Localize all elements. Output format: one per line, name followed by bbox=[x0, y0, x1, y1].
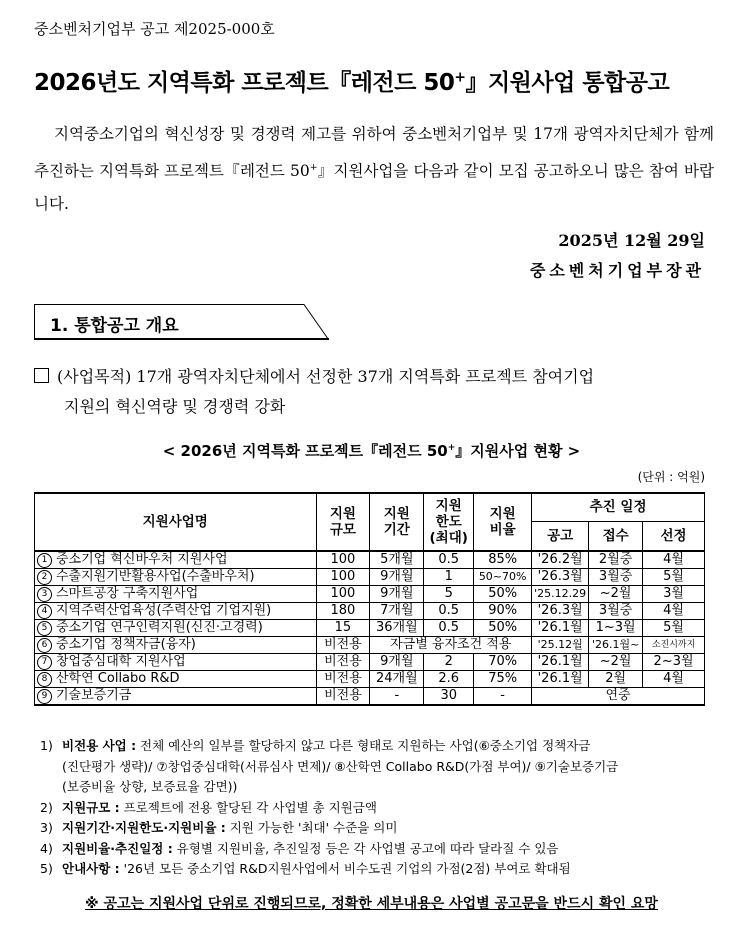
header-limit-line2: 한도 bbox=[435, 514, 462, 530]
header-ratio-line1: 지원 bbox=[489, 506, 516, 522]
cell-apply: ~2월 bbox=[589, 654, 643, 671]
program-name-text: 중소기업 연구인력지원(신진·고경력) bbox=[56, 620, 263, 635]
program-name-text: 창업중심대학 지원사업 bbox=[56, 654, 186, 669]
cell-notice: '25.12월 bbox=[532, 637, 589, 654]
program-name bbox=[35, 551, 317, 569]
header-limit-line1: 지원 bbox=[435, 498, 462, 514]
cell-schedule-merged: 연중 bbox=[532, 688, 705, 706]
footnote-label: 지원기간·지원한도·지원비율 : bbox=[62, 820, 226, 835]
final-notice: ※ 공고는 지원사업 단위로 진행되므로, 정확한 세부내용은 사업별 공고문을 반드시 확인 요망 bbox=[85, 896, 658, 912]
footnote-item bbox=[40, 859, 710, 880]
row-number: 5 bbox=[37, 621, 52, 636]
header-notice: 공고 bbox=[532, 521, 589, 551]
footnote-number: 1) bbox=[40, 738, 53, 753]
cell-scale: 100 bbox=[316, 586, 370, 603]
header-ratio-line2: 비율 bbox=[489, 522, 516, 538]
footnote-text: '26년 모든 중소기업 R&D지원사업에서 비수도권 기업의 가점(2점) 부여로 확대됨 bbox=[119, 861, 571, 876]
header-apply: 접수 bbox=[589, 521, 643, 551]
footnote-label: 지원규모 : bbox=[62, 799, 120, 815]
intro-paragraph bbox=[34, 118, 714, 221]
footnote-label: 지원비율·추진일정 : bbox=[62, 840, 173, 856]
cell-apply: 1~3월 bbox=[589, 620, 643, 637]
table-row bbox=[35, 569, 705, 586]
footnote-text: 유형별 지원비율, 추진일정 등은 각 사업별 공고에 따라 달라질 수 있음 bbox=[172, 840, 559, 856]
unit-label: (단위 : 억원) bbox=[637, 470, 705, 484]
section-header bbox=[34, 304, 329, 340]
cell-apply: '26.1월~ bbox=[589, 637, 643, 654]
cell-scale: 비전용 bbox=[316, 637, 370, 654]
cell-scale: 비전용 bbox=[316, 671, 370, 688]
row-number: 7 bbox=[37, 655, 52, 670]
footnote-text: 전체 예산의 일부를 할당하지 않고 다른 형태로 지원하는 사업(⑥중소기업 정책자금 bbox=[136, 738, 591, 753]
cell-merged-condition: 자금별 융자조건 적용 bbox=[370, 637, 532, 654]
cell-scale: 100 bbox=[316, 551, 370, 569]
cell-period: 5개월 bbox=[370, 551, 424, 569]
program-name-text: 중소기업 혁신바우처 지원사업 bbox=[56, 552, 228, 567]
title-superscript: + bbox=[454, 69, 466, 86]
cell-notice: '26.1월 bbox=[532, 671, 589, 688]
cell-select: 2~3월 bbox=[643, 654, 705, 671]
cell-scale: 15 bbox=[316, 620, 370, 637]
footnote-label: 비전용 사업 : bbox=[62, 738, 137, 753]
cell-period: 9개월 bbox=[370, 569, 424, 586]
title-main: 2026년도 지역특화 프로젝트『레전드 50 bbox=[34, 70, 455, 96]
header-ratio bbox=[474, 493, 532, 551]
announcement-date: 2025년 12월 29일 bbox=[558, 231, 705, 250]
caption-text-end: 』지원사업 현황 > bbox=[455, 442, 581, 460]
program-name-text: 수출지원기반활용사업(수출바우처) bbox=[56, 569, 255, 584]
table-row bbox=[35, 654, 705, 671]
table-caption bbox=[0, 440, 743, 461]
program-name bbox=[35, 586, 317, 603]
cell-apply: ~2월 bbox=[589, 586, 643, 603]
intro-superscript: + bbox=[309, 162, 318, 173]
cell-scale: 180 bbox=[316, 603, 370, 620]
page-title bbox=[34, 64, 669, 97]
row-number: 3 bbox=[37, 587, 52, 602]
program-name bbox=[35, 671, 317, 688]
header-period bbox=[370, 493, 424, 551]
cell-ratio: 50% bbox=[474, 620, 532, 637]
footnotes bbox=[40, 736, 710, 880]
cell-apply: 3월중 bbox=[589, 569, 643, 586]
program-name-text: 기술보증기금 bbox=[56, 688, 132, 703]
cell-notice: '26.3월 bbox=[532, 603, 589, 620]
purpose-text-line2: 지원의 혁신역량 및 경쟁력 강화 bbox=[64, 397, 286, 416]
program-name bbox=[35, 620, 317, 637]
cell-select: 4월 bbox=[643, 671, 705, 688]
cell-ratio: 85% bbox=[474, 551, 532, 569]
header-scale-line2: 규모 bbox=[329, 522, 356, 538]
footnote-continuation: (보증비율 상향, 보증료율 감면)) bbox=[62, 779, 238, 794]
table-row bbox=[35, 620, 705, 637]
cell-period: 36개월 bbox=[370, 620, 424, 637]
project-purpose bbox=[34, 362, 714, 422]
header-scale bbox=[316, 493, 370, 551]
footnote-number: 3) bbox=[40, 820, 53, 835]
cell-notice: '26.1월 bbox=[532, 620, 589, 637]
cell-period: 24개월 bbox=[370, 671, 424, 688]
row-number: 2 bbox=[37, 570, 52, 585]
header-limit-line3: (최대) bbox=[429, 530, 468, 546]
section-title: 1. 통합공고 개요 bbox=[50, 316, 179, 336]
table-row bbox=[35, 551, 705, 569]
table-row bbox=[35, 671, 705, 688]
program-name-text: 지역주력산업육성(주력산업 기업지원) bbox=[56, 603, 272, 618]
cell-period: 9개월 bbox=[370, 654, 424, 671]
issuing-agency: 중소벤처기업부장관 bbox=[529, 261, 705, 280]
program-name bbox=[35, 637, 317, 654]
footnote-item bbox=[40, 798, 710, 819]
cell-notice: '26.3월 bbox=[532, 569, 589, 586]
footnote-number: 5) bbox=[40, 861, 53, 876]
intro-text: 지역중소기업의 혁신성장 및 경쟁력 제고를 위하여 중소벤처기업부 및 17개 광역자치단체가 함께 추진하는 지역특화 프로젝트『레전드 50 bbox=[34, 125, 714, 181]
program-name-text: 스마트공장 구축지원사업 bbox=[56, 586, 199, 601]
footnote-label: 안내사항 : bbox=[62, 861, 120, 876]
cell-limit: 30 bbox=[424, 688, 474, 706]
cell-ratio: 70% bbox=[474, 654, 532, 671]
cell-notice: '26.1월 bbox=[532, 654, 589, 671]
program-name-text: 산학연 Collabo R&D bbox=[56, 671, 180, 686]
cell-limit: 0.5 bbox=[424, 620, 474, 637]
header-schedule: 추진 일정 bbox=[532, 493, 705, 521]
table-row bbox=[35, 603, 705, 620]
purpose-label: (사업목적) bbox=[57, 367, 132, 386]
cell-period: - bbox=[370, 688, 424, 706]
cell-limit: 2 bbox=[424, 654, 474, 671]
purpose-text: 17개 광역자치단체에서 선정한 37개 지역특화 프로젝트 참여기업 bbox=[131, 367, 595, 386]
row-number: 4 bbox=[37, 604, 52, 619]
cell-period: 7개월 bbox=[370, 603, 424, 620]
caption-superscript: + bbox=[447, 443, 456, 453]
intro-text-end: 』지원사업을 다음과 같이 모집 공고하오니 많은 참여 바랍니다. bbox=[34, 162, 714, 214]
caption-text: < 2026년 지역특화 프로젝트『레전드 50 bbox=[162, 442, 448, 460]
footnote-number: 4) bbox=[40, 840, 53, 856]
cell-limit: 5 bbox=[424, 586, 474, 603]
header-scale-line1: 지원 bbox=[329, 506, 356, 522]
cell-scale: 비전용 bbox=[316, 654, 370, 671]
footnote-item bbox=[40, 839, 710, 860]
cell-apply: 2월 bbox=[589, 671, 643, 688]
header-program-name: 지원사업명 bbox=[35, 493, 317, 551]
header-select: 선정 bbox=[643, 521, 705, 551]
cell-apply: 2월중 bbox=[589, 551, 643, 569]
cell-apply: 3월중 bbox=[589, 603, 643, 620]
title-suffix: 』지원사업 통합공고 bbox=[465, 70, 670, 96]
cell-limit: 0.5 bbox=[424, 551, 474, 569]
cell-scale: 100 bbox=[316, 569, 370, 586]
cell-ratio: 50~70% bbox=[474, 569, 532, 586]
row-number: 6 bbox=[37, 638, 52, 653]
support-program-table bbox=[34, 492, 705, 706]
cell-limit: 1 bbox=[424, 569, 474, 586]
footnote-continuation: (진단평가 생략)/ ⑦창업중심대학(서류심사 면제)/ ⑧산학연 Collabo R&D(가점 부여)/ ⑨기술보증기금 bbox=[62, 758, 619, 774]
cell-limit: 2.6 bbox=[424, 671, 474, 688]
footnote-text: 프로젝트에 전용 할당된 각 사업별 총 지원금액 bbox=[119, 799, 377, 815]
footnote-number: 2) bbox=[40, 799, 53, 815]
cell-notice: '25.12.29 bbox=[532, 586, 589, 603]
cell-notice: '26.2월 bbox=[532, 551, 589, 569]
footnote-item bbox=[40, 736, 710, 757]
cell-scale: 비전용 bbox=[316, 688, 370, 706]
cell-select: 4월 bbox=[643, 551, 705, 569]
row-number: 9 bbox=[37, 689, 52, 704]
cell-select: 5월 bbox=[643, 569, 705, 586]
program-name bbox=[35, 603, 317, 620]
program-name bbox=[35, 688, 317, 706]
cell-select: 소진시까지 bbox=[643, 637, 705, 654]
program-name bbox=[35, 569, 317, 586]
program-name-text: 중소기업 정책자금(융자) bbox=[56, 637, 196, 652]
cell-period: 9개월 bbox=[370, 586, 424, 603]
header-period-line1: 지원 bbox=[383, 506, 410, 522]
cell-select: 3월 bbox=[643, 586, 705, 603]
checkbox-square-icon bbox=[34, 368, 49, 383]
header-period-line2: 기간 bbox=[383, 522, 410, 538]
cell-limit: 0.5 bbox=[424, 603, 474, 620]
table-row bbox=[35, 586, 705, 603]
row-number: 1 bbox=[37, 553, 52, 568]
footnote-item bbox=[40, 818, 710, 839]
header-limit bbox=[424, 493, 474, 551]
table-row bbox=[35, 688, 705, 706]
document-number: 중소벤처기업부 공고 제2025-000호 bbox=[34, 20, 275, 38]
cell-ratio: - bbox=[474, 688, 532, 706]
row-number: 8 bbox=[37, 672, 52, 687]
cell-ratio: 90% bbox=[474, 603, 532, 620]
cell-ratio: 75% bbox=[474, 671, 532, 688]
footnote-text: 지원 가능한 '최대' 수준을 의미 bbox=[225, 820, 398, 835]
cell-select: 4월 bbox=[643, 603, 705, 620]
cell-select: 5월 bbox=[643, 620, 705, 637]
program-name bbox=[35, 654, 317, 671]
table-row bbox=[35, 637, 705, 654]
cell-ratio: 50% bbox=[474, 586, 532, 603]
